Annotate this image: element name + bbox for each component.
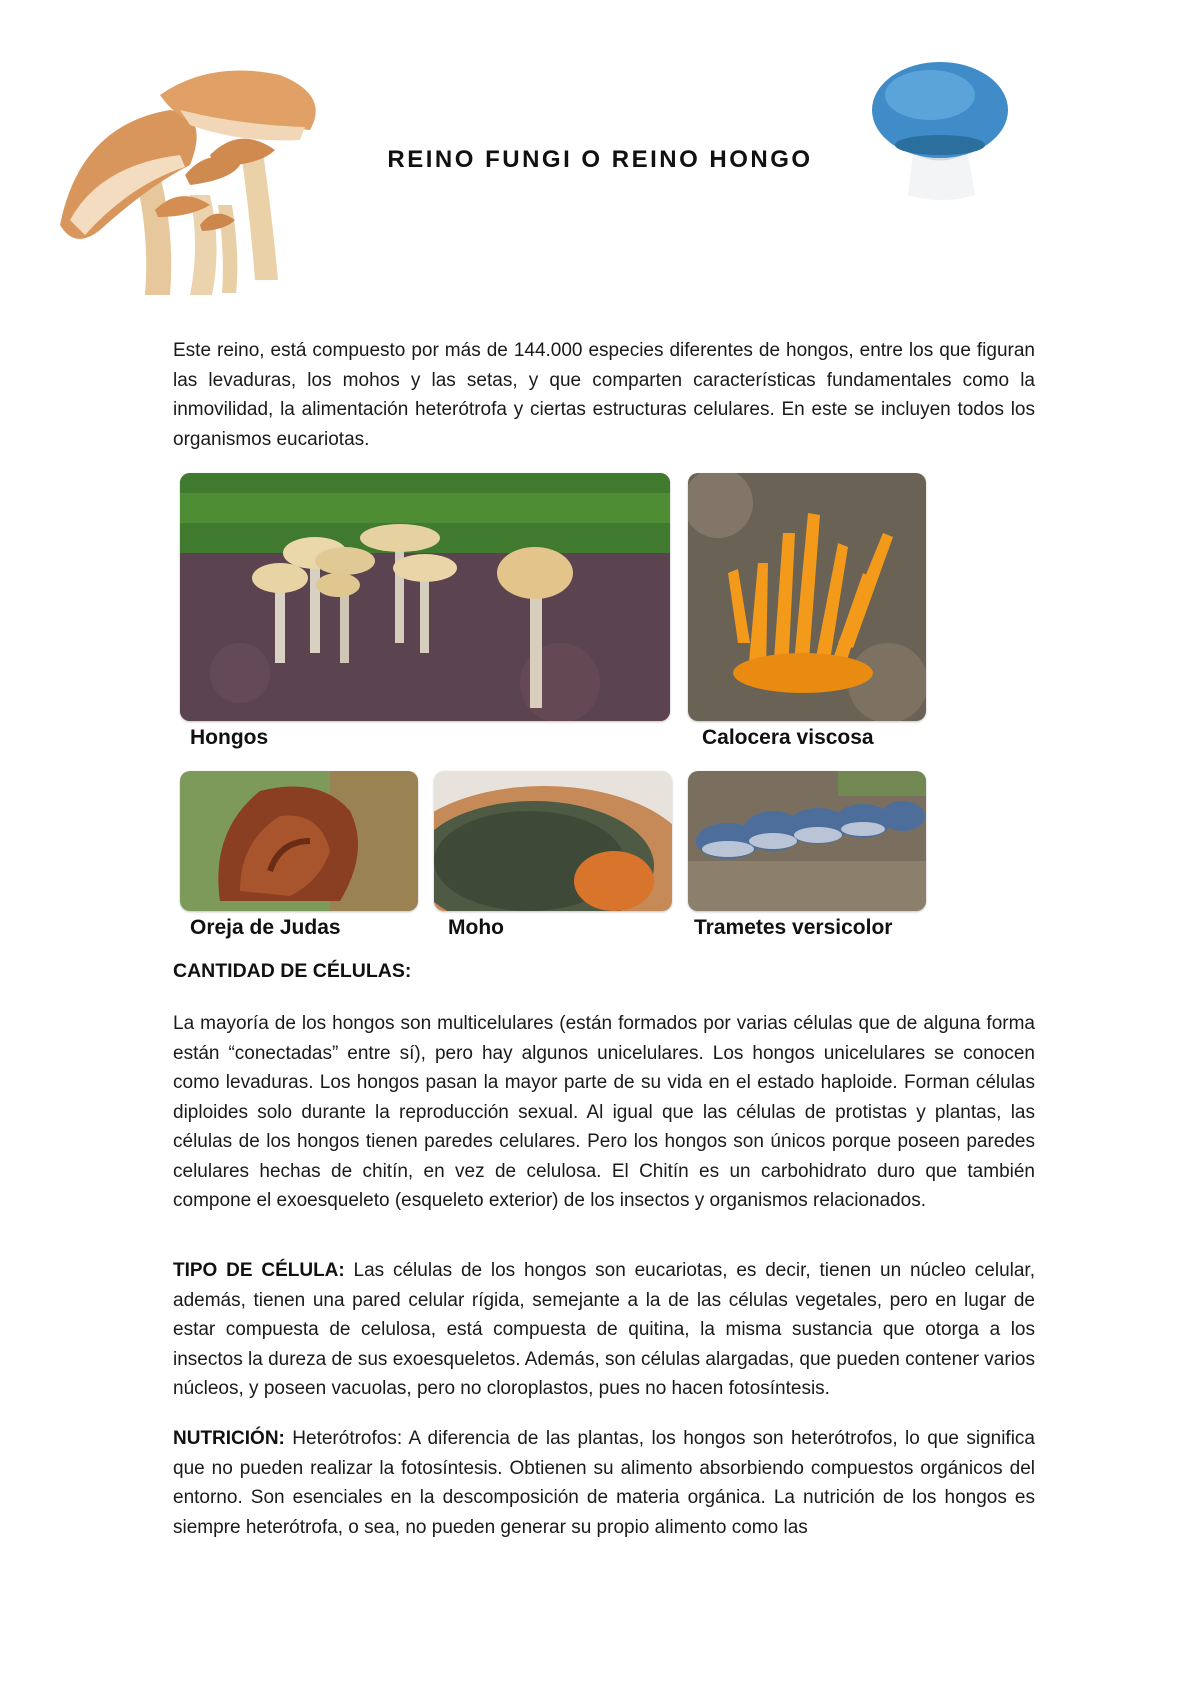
caption-trametes-versicolor: Trametes versicolor xyxy=(694,916,893,939)
nutrition-text: Heterótrofos: A diferencia de las plantas, los hongos son heterótrofos, lo que significa que no pueden realizar la fotosíntesis. Obtienen su alimento absorbiendo compuestos orgánicos del entorno. Son esenciales en la descomposición de materia orgánica. La nutrición de los hongos es siempre heterótrofa, o sea, no pueden generar su propio alimento como las xyxy=(173,1428,1035,1538)
nutrition-label: NUTRICIÓN: xyxy=(173,1428,285,1449)
cell-type-text: Las células de los hongos son eucariotas, es decir, tienen un núcleo celular, además, tienen una pared celular rígida, semejante a la de las células vegetales, pero en lugar de estar compuesta de celulosa, está compuesta de quitina, la misma sustancia que otorga a los insectos la dureza de sus exoesqueletos. Además, son células alargadas, que pueden contener varios núcleos, y poseen vacuolas, pero no cloroplastos, pues no hacen fotosíntesis. xyxy=(173,1260,1035,1399)
caption-moho: Moho xyxy=(448,916,504,939)
caption-hongos: Hongos xyxy=(190,726,269,749)
nutrition-paragraph xyxy=(173,1424,1035,1542)
cells-heading: CANTIDAD DE CÉLULAS: xyxy=(173,960,412,982)
cell-type-paragraph xyxy=(173,1256,1035,1404)
hongos-photo xyxy=(180,473,670,721)
caption-calocera-viscosa: Calocera viscosa xyxy=(702,726,874,749)
trametes-versicolor-photo xyxy=(688,771,926,911)
moho-photo xyxy=(434,771,672,911)
intro-paragraph: Este reino, está compuesto por más de 144.000 especies diferentes de hongos, entre los que figuran las levaduras, los mohos y las setas, y que comparten características fundamentales como la inmovilidad, la alimentación heterótrofa y ciertas estructuras celulares. En este se incluyen todos los organismos eucariotas. xyxy=(173,340,1035,450)
page-title: REINO FUNGI O REINO HONGO xyxy=(387,146,813,173)
orange-mushrooms-illustration xyxy=(40,55,340,300)
oreja-de-judas-photo xyxy=(180,771,418,911)
blue-mushroom-illustration xyxy=(860,45,1020,205)
cell-type-label: TIPO DE CÉLULA: xyxy=(173,1260,345,1281)
calocera-viscosa-photo xyxy=(688,473,926,721)
caption-oreja-de-judas: Oreja de Judas xyxy=(190,916,341,939)
cells-paragraph: La mayoría de los hongos son multicelulares (están formados por varias células que de alguna forma están “conectadas” entre sí), pero hay algunos unicelulares. Los hongos unicelulares se conocen como levaduras. Los hongos pasan la mayor parte de su vida en el estado haploide. Forman células diploides solo durante la reproducción sexual. Al igual que las células de protistas y plantas, las células de los hongos tienen paredes celulares. Pero los hongos son únicos porque poseen paredes celulares hechas de chitín, en vez de celulosa. El Chitín es un carbohidrato duro que también compone el exoesqueleto (esqueleto exterior) de los insectos y organismos relacionados. xyxy=(173,1013,1035,1211)
